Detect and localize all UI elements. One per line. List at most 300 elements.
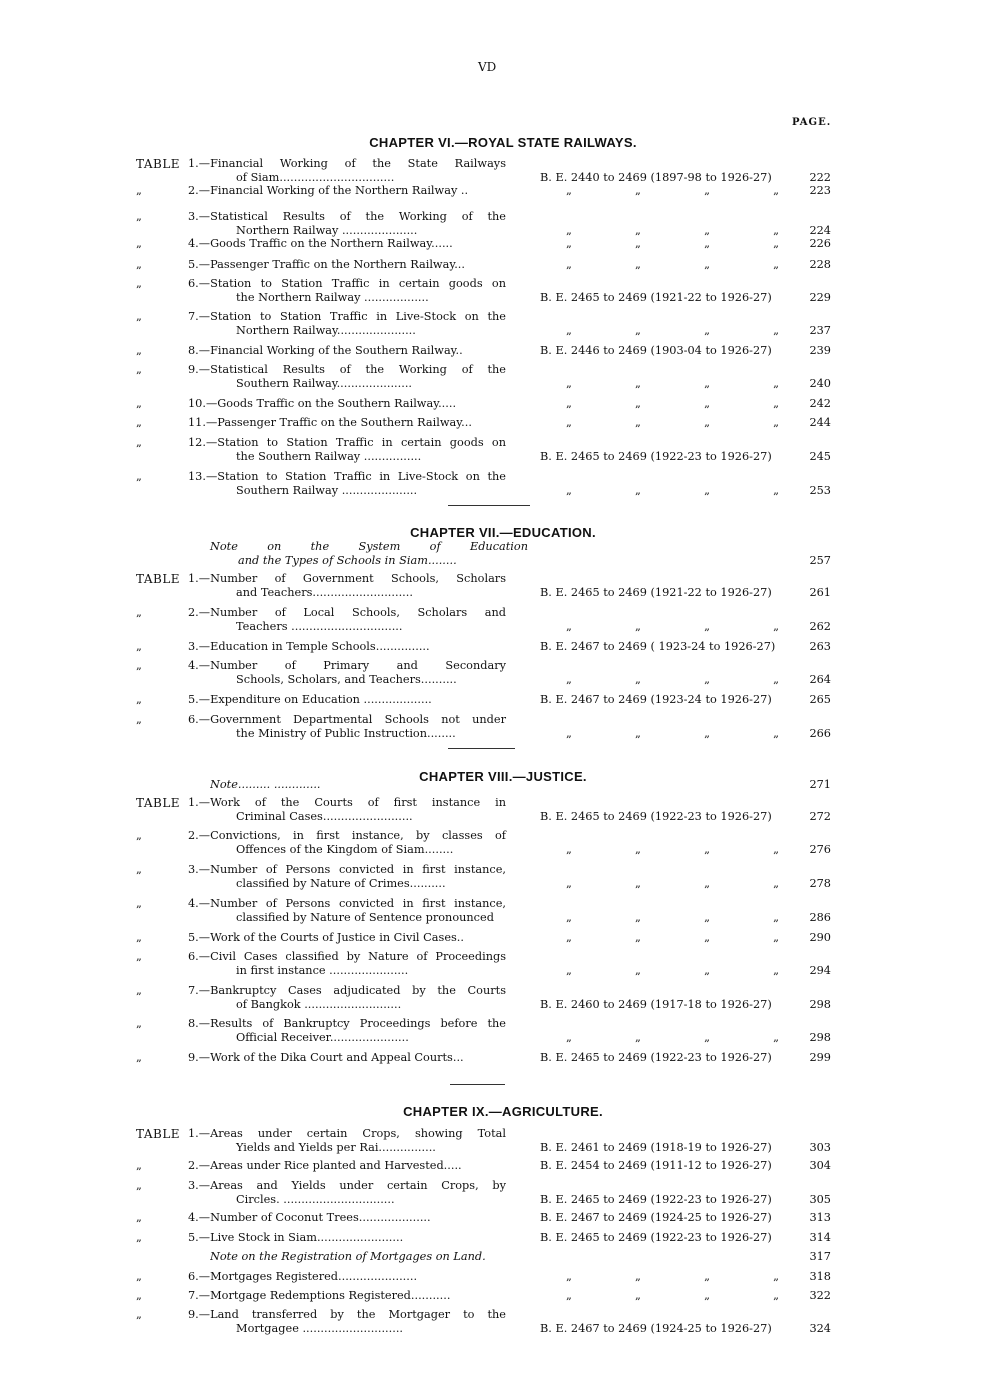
row-label: „	[136, 950, 142, 963]
note-title[interactable]	[210, 540, 528, 568]
title-line: 6.—Station to Station Traffic in certain goods on	[188, 277, 506, 290]
ditto-mark: „	[635, 620, 641, 633]
page-number-ref[interactable]: 222	[809, 171, 831, 184]
table-title[interactable]	[188, 1270, 506, 1284]
ditto-mark: „	[566, 673, 572, 686]
table-title[interactable]	[188, 796, 506, 824]
table-title[interactable]	[188, 436, 506, 464]
ditto-mark: „	[704, 184, 710, 197]
page-number-ref[interactable]: 317	[809, 1250, 831, 1263]
note-title[interactable]	[210, 1250, 528, 1264]
ditto-mark: „	[566, 484, 572, 497]
page-number-ref[interactable]: 305	[809, 1193, 831, 1206]
ditto-mark: „	[704, 843, 710, 856]
row-label: „	[136, 1211, 142, 1224]
row-label: „	[136, 897, 142, 910]
chapter-title: CHAPTER VI.—ROYAL STATE RAILWAYS.	[369, 135, 637, 150]
title-line: Southern Railway .....................	[236, 484, 418, 497]
table-title[interactable]	[188, 363, 506, 391]
table-title[interactable]	[188, 344, 506, 358]
year-range: B. E. 2465 to 2469 (1922-23 to 1926-27)	[540, 1193, 772, 1206]
year-range: B. E. 2446 to 2469 (1903-04 to 1926-27)	[540, 344, 772, 357]
ditto-mark: „	[704, 258, 710, 271]
section-divider	[448, 748, 515, 749]
table-title[interactable]	[188, 1289, 506, 1303]
table-title[interactable]	[188, 606, 506, 634]
ditto-mark: „	[704, 397, 710, 410]
ditto-mark: „	[704, 877, 710, 890]
ditto-mark: „	[635, 237, 641, 250]
page-number-ref[interactable]: 294	[809, 964, 831, 977]
table-title[interactable]	[188, 1179, 506, 1207]
page-number-ref[interactable]: 298	[809, 1031, 831, 1044]
table-title[interactable]	[188, 640, 506, 654]
ditto-mark: „	[773, 224, 779, 237]
ditto-mark: „	[566, 237, 572, 250]
ditto-mark: „	[635, 727, 641, 740]
ditto-mark: „	[704, 1270, 710, 1283]
ditto-mark: „	[566, 397, 572, 410]
row-label: „	[136, 863, 142, 876]
chapter-title: CHAPTER VII.—EDUCATION.	[410, 525, 596, 540]
year-range: B. E. 2465 to 2469 (1922-23 to 1926-27)	[540, 810, 772, 823]
table-title[interactable]	[188, 258, 506, 272]
title-line: of Bangkok ...........................	[236, 998, 402, 1011]
table-title[interactable]	[188, 931, 506, 945]
ditto-mark: „	[566, 877, 572, 890]
ditto-mark: „	[704, 964, 710, 977]
table-title[interactable]	[188, 1211, 506, 1225]
ditto-mark: „	[773, 877, 779, 890]
table-title[interactable]	[188, 572, 506, 600]
table-title[interactable]	[188, 863, 506, 891]
title-line: the Southern Railway ................	[236, 450, 422, 463]
page-number-ref[interactable]: 290	[809, 931, 831, 944]
ditto-mark: „	[773, 673, 779, 686]
page-number-ref[interactable]: 263	[809, 640, 831, 653]
year-range: B. E. 2467 to 2469 (1923-24 to 1926-27)	[540, 693, 772, 706]
row-label: „	[136, 1051, 142, 1064]
title-line: classified by Nature of Crimes..........	[236, 877, 446, 890]
row-label: „	[136, 277, 142, 290]
ditto-mark: „	[635, 224, 641, 237]
ditto-mark: „	[773, 377, 779, 390]
title-line: Southern Railway.....................	[236, 377, 413, 390]
year-range: B. E. 2465 to 2469 (1921-22 to 1926-27)	[540, 586, 772, 599]
table-title[interactable]	[188, 397, 506, 411]
row-label: „	[136, 184, 142, 197]
ditto-marks	[540, 964, 785, 978]
ditto-marks	[540, 377, 785, 391]
table-title[interactable]	[188, 950, 506, 978]
row-label: „	[136, 210, 142, 223]
row-label: „	[136, 1017, 142, 1030]
ditto-mark: „	[773, 727, 779, 740]
title-line: Northern Railway......................	[236, 324, 416, 337]
chapter-title: CHAPTER VIII.—JUSTICE.	[419, 769, 587, 784]
year-range: B. E. 2460 to 2469 (1917-18 to 1926-27)	[540, 998, 772, 1011]
ditto-marks	[540, 324, 785, 338]
ditto-marks	[540, 877, 785, 891]
title-line: of Siam................................	[236, 171, 395, 184]
ditto-mark: „	[635, 1270, 641, 1283]
title-line: 7.—Mortgage Redemptions Registered...........	[188, 1289, 451, 1302]
ditto-mark: „	[773, 911, 779, 924]
ditto-mark: „	[566, 224, 572, 237]
ditto-mark: „	[566, 184, 572, 197]
ditto-mark: „	[635, 877, 641, 890]
ditto-mark: „	[635, 911, 641, 924]
page-number-ref[interactable]: 239	[809, 344, 831, 357]
page-number-ref[interactable]: 324	[809, 1322, 831, 1335]
ditto-marks	[540, 911, 785, 925]
ditto-mark: „	[773, 184, 779, 197]
page-number: VD	[478, 60, 497, 74]
page-number-ref[interactable]: 257	[809, 554, 831, 567]
page-number-ref[interactable]: 228	[809, 258, 831, 271]
title-line: Note......... .............	[210, 778, 321, 791]
title-line: Teachers ...............................	[236, 620, 403, 633]
table-title[interactable]	[188, 210, 506, 238]
ditto-mark: „	[566, 416, 572, 429]
ditto-marks	[540, 931, 785, 945]
row-label: „	[136, 470, 142, 483]
table-title[interactable]	[188, 1231, 506, 1245]
title-line: 2.—Convictions, in first instance, by classes of	[188, 829, 506, 842]
ditto-mark: „	[773, 416, 779, 429]
ditto-mark: „	[773, 237, 779, 250]
page-number-ref[interactable]: 226	[809, 237, 831, 250]
title-line: 5.—Expenditure on Education ...................	[188, 693, 432, 706]
ditto-mark: „	[773, 1270, 779, 1283]
title-line: 7.—Bankruptcy Cases adjudicated by the Courts	[188, 984, 506, 997]
ditto-mark: „	[773, 964, 779, 977]
title-line: Northern Railway .....................	[236, 224, 418, 237]
ditto-mark: „	[566, 1289, 572, 1302]
table-title[interactable]	[188, 897, 506, 925]
ditto-marks	[540, 620, 785, 634]
chapter-title: CHAPTER IX.—AGRICULTURE.	[403, 1104, 603, 1119]
page-number-ref[interactable]: 299	[809, 1051, 831, 1064]
ditto-mark: „	[635, 184, 641, 197]
title-line: 2.—Number of Local Schools, Scholars and	[188, 606, 506, 619]
row-label: „	[136, 363, 142, 376]
row-label: „	[136, 606, 142, 619]
ditto-marks	[540, 484, 785, 498]
title-line: 3.—Statistical Results of the Working of the	[188, 210, 506, 223]
ditto-mark: „	[773, 1289, 779, 1302]
page-number-ref[interactable]: 272	[809, 810, 831, 823]
ditto-mark: „	[704, 237, 710, 250]
title-line: 1.—Number of Government Schools, Scholars	[188, 572, 506, 585]
title-line: Note on the Registration of Mortgages on Land.	[210, 1250, 486, 1263]
table-title[interactable]	[188, 184, 506, 198]
title-line: 2.—Areas under Rice planted and Harvested.....	[188, 1159, 462, 1172]
title-line: 9.—Land transferred by the Mortgager to the	[188, 1308, 506, 1321]
title-line: 4.—Number of Primary and Secondary	[188, 659, 506, 672]
row-label: „	[136, 344, 142, 357]
ditto-mark: „	[566, 377, 572, 390]
table-title[interactable]	[188, 713, 506, 741]
ditto-marks	[540, 397, 785, 411]
ditto-mark: „	[773, 843, 779, 856]
ditto-mark: „	[704, 484, 710, 497]
title-line: 4.—Number of Persons convicted in first instance,	[188, 897, 506, 910]
ditto-mark: „	[566, 1270, 572, 1283]
page-number-ref[interactable]: 271	[809, 778, 831, 791]
title-line: the Ministry of Public Instruction........	[236, 727, 456, 740]
year-range: B. E. 2454 to 2469 (1911-12 to 1926-27)	[540, 1159, 772, 1172]
title-line: 5.—Work of the Courts of Justice in Civil Cases..	[188, 931, 464, 944]
title-line: Circles. ...............................	[236, 1193, 395, 1206]
ditto-mark: „	[773, 258, 779, 271]
title-line: Offences of the Kingdom of Siam........	[236, 843, 454, 856]
table-title[interactable]	[188, 277, 506, 305]
ditto-mark: „	[566, 324, 572, 337]
page-number-ref[interactable]: 276	[809, 843, 831, 856]
ditto-mark: „	[773, 397, 779, 410]
title-line: 6.—Mortgages Registered......................	[188, 1270, 418, 1283]
ditto-mark: „	[704, 1031, 710, 1044]
page-number-ref[interactable]: 245	[809, 450, 831, 463]
table-title[interactable]	[188, 829, 506, 857]
row-label: „	[136, 984, 142, 997]
year-range: B. E. 2465 to 2469 (1922-23 to 1926-27)	[540, 1051, 772, 1064]
table-title[interactable]	[188, 1159, 506, 1173]
page-column-header: PAGE.	[792, 117, 832, 128]
ditto-mark: „	[773, 484, 779, 497]
ditto-mark: „	[635, 1289, 641, 1302]
ditto-mark: „	[704, 931, 710, 944]
title-line: 11.—Passenger Traffic on the Southern Railway...	[188, 416, 472, 429]
table-title[interactable]	[188, 693, 506, 707]
page-number-ref[interactable]: 318	[809, 1270, 831, 1283]
page-number-ref[interactable]: 298	[809, 998, 831, 1011]
page-number-ref[interactable]: 261	[809, 586, 831, 599]
title-line: 6.—Government Departmental Schools not under	[188, 713, 506, 726]
title-line: 10.—Goods Traffic on the Southern Railway.....	[188, 397, 457, 410]
page-number-ref[interactable]: 303	[809, 1141, 831, 1154]
page-number-ref[interactable]: 266	[809, 727, 831, 740]
ditto-mark: „	[704, 911, 710, 924]
ditto-mark: „	[635, 377, 641, 390]
ditto-mark: „	[635, 931, 641, 944]
ditto-mark: „	[566, 620, 572, 633]
row-label: TABLE	[136, 796, 181, 810]
ditto-marks	[540, 237, 785, 251]
year-range: B. E. 2467 to 2469 ( 1923-24 to 1926-27)	[540, 640, 776, 653]
page-number-ref[interactable]: 262	[809, 620, 831, 633]
title-line: Mortgagee ............................	[236, 1322, 404, 1335]
ditto-mark: „	[704, 620, 710, 633]
table-title[interactable]	[188, 310, 506, 338]
table-title[interactable]	[188, 1127, 506, 1155]
ditto-mark: „	[566, 1031, 572, 1044]
title-line: Schools, Scholars, and Teachers..........	[236, 673, 457, 686]
title-line: 4.—Goods Traffic on the Northern Railway......	[188, 237, 453, 250]
title-line: 1.—Financial Working of the State Railways	[188, 157, 506, 170]
page-number-ref[interactable]: 242	[809, 397, 831, 410]
ditto-mark: „	[566, 843, 572, 856]
title-line: 8.—Financial Working of the Southern Railway..	[188, 344, 463, 357]
year-range: B. E. 2461 to 2469 (1918-19 to 1926-27)	[540, 1141, 772, 1154]
page-number-ref[interactable]: 286	[809, 911, 831, 924]
ditto-mark: „	[566, 911, 572, 924]
title-line: Note on the System of Education	[210, 540, 528, 553]
title-line: classified by Nature of Sentence pronounced	[236, 911, 494, 924]
section-divider	[450, 1084, 505, 1085]
row-label: TABLE	[136, 1127, 181, 1141]
page-number-ref[interactable]: 223	[809, 184, 831, 197]
title-line: Yields and Yields per Rai................	[236, 1141, 436, 1154]
title-line: 3.—Number of Persons convicted in first instance,	[188, 863, 506, 876]
table-title[interactable]	[188, 659, 506, 687]
title-line: 2.—Financial Working of the Northern Railway ..	[188, 184, 469, 197]
table-title[interactable]	[188, 1051, 506, 1065]
page-number-ref[interactable]: 304	[809, 1159, 831, 1172]
title-line: the Northern Railway ..................	[236, 291, 429, 304]
ditto-mark: „	[566, 964, 572, 977]
title-line: 9.—Work of the Dika Court and Appeal Courts...	[188, 1051, 464, 1064]
title-line: 8.—Results of Bankruptcy Proceedings before the	[188, 1017, 506, 1030]
title-line: 1.—Work of the Courts of first instance in	[188, 796, 506, 809]
row-label: „	[136, 1159, 142, 1172]
ditto-mark: „	[704, 416, 710, 429]
row-label: „	[136, 310, 142, 323]
row-label: „	[136, 416, 142, 429]
note-title[interactable]	[210, 778, 528, 792]
title-line: and the Types of Schools in Siam........	[238, 554, 457, 567]
title-line: 3.—Areas and Yields under certain Crops, by	[188, 1179, 506, 1192]
ditto-mark: „	[635, 258, 641, 271]
row-label: „	[136, 1179, 142, 1192]
title-line: 4.—Number of Coconut Trees....................	[188, 1211, 431, 1224]
ditto-mark: „	[635, 397, 641, 410]
ditto-mark: „	[773, 620, 779, 633]
ditto-mark: „	[773, 1031, 779, 1044]
row-label: TABLE	[136, 572, 181, 586]
year-range: B. E. 2465 to 2469 (1922-23 to 1926-27)	[540, 1231, 772, 1244]
title-line: Criminal Cases.........................	[236, 810, 413, 823]
title-line: in first instance ......................	[236, 964, 409, 977]
title-line: 7.—Station to Station Traffic in Live-Stock on the	[188, 310, 506, 323]
page-number-ref[interactable]: 244	[809, 416, 831, 429]
page-number-ref[interactable]: 314	[809, 1231, 831, 1244]
ditto-mark: „	[635, 324, 641, 337]
ditto-mark: „	[704, 1289, 710, 1302]
ditto-marks	[540, 416, 785, 430]
row-label: „	[136, 1270, 142, 1283]
table-title[interactable]	[188, 1308, 506, 1336]
row-label: „	[136, 713, 142, 726]
title-line: 12.—Station to Station Traffic in certain goods on	[188, 436, 506, 449]
ditto-mark: „	[635, 964, 641, 977]
ditto-mark: „	[635, 673, 641, 686]
table-title[interactable]	[188, 470, 506, 498]
ditto-marks	[540, 843, 785, 857]
row-label: „	[136, 397, 142, 410]
ditto-mark: „	[566, 258, 572, 271]
ditto-mark: „	[635, 1031, 641, 1044]
ditto-marks	[540, 1289, 785, 1303]
ditto-mark: „	[773, 931, 779, 944]
page-number-ref[interactable]: 322	[809, 1289, 831, 1302]
ditto-marks	[540, 1270, 785, 1284]
ditto-mark: „	[566, 931, 572, 944]
ditto-mark: „	[635, 416, 641, 429]
page-number-ref[interactable]: 265	[809, 693, 831, 706]
row-label: „	[136, 640, 142, 653]
table-title[interactable]	[188, 416, 506, 430]
ditto-mark: „	[635, 843, 641, 856]
title-line: 5.—Live Stock in Siam........................	[188, 1231, 404, 1244]
row-label: „	[136, 829, 142, 842]
row-label: „	[136, 659, 142, 672]
title-line: 1.—Areas under certain Crops, showing Total	[188, 1127, 506, 1140]
title-line: 9.—Statistical Results of the Working of the	[188, 363, 506, 376]
year-range: B. E. 2467 to 2469 (1924-25 to 1926-27)	[540, 1211, 772, 1224]
year-range: B. E. 2465 to 2469 (1922-23 to 1926-27)	[540, 450, 772, 463]
table-title[interactable]	[188, 984, 506, 1012]
ditto-marks	[540, 258, 785, 272]
table-title[interactable]	[188, 237, 506, 251]
row-label: „	[136, 1289, 142, 1302]
title-line: 13.—Station to Station Traffic in Live-Stock on the	[188, 470, 506, 483]
row-label: „	[136, 258, 142, 271]
ditto-mark: „	[704, 224, 710, 237]
ditto-mark: „	[704, 324, 710, 337]
page-number-ref[interactable]: 278	[809, 877, 831, 890]
ditto-mark: „	[704, 673, 710, 686]
title-line: and Teachers............................	[236, 586, 413, 599]
row-label: „	[136, 1231, 142, 1244]
section-divider	[448, 505, 530, 506]
ditto-marks	[540, 224, 785, 238]
title-line: 6.—Civil Cases classified by Nature of Proceedings	[188, 950, 506, 963]
ditto-mark: „	[635, 484, 641, 497]
title-line: 5.—Passenger Traffic on the Northern Railway...	[188, 258, 465, 271]
year-range: B. E. 2465 to 2469 (1921-22 to 1926-27)	[540, 291, 772, 304]
page-number-ref[interactable]: 313	[809, 1211, 831, 1224]
ditto-mark: „	[773, 324, 779, 337]
row-label: „	[136, 436, 142, 449]
ditto-mark: „	[704, 377, 710, 390]
row-label: TABLE	[136, 157, 181, 171]
table-title[interactable]	[188, 157, 506, 185]
ditto-marks	[540, 184, 785, 198]
page-number-ref[interactable]: 253	[809, 484, 831, 497]
ditto-mark: „	[704, 727, 710, 740]
row-label: „	[136, 237, 142, 250]
row-label: „	[136, 693, 142, 706]
ditto-marks	[540, 673, 785, 687]
table-title[interactable]	[188, 1017, 506, 1045]
ditto-mark: „	[566, 727, 572, 740]
page-number-ref[interactable]: 229	[809, 291, 831, 304]
page-number-ref[interactable]: 240	[809, 377, 831, 390]
ditto-marks	[540, 1031, 785, 1045]
ditto-marks	[540, 727, 785, 741]
title-line: Official Receiver......................	[236, 1031, 409, 1044]
page-number-ref[interactable]: 264	[809, 673, 831, 686]
row-label: „	[136, 931, 142, 944]
row-label: „	[136, 1308, 142, 1321]
year-range: B. E. 2467 to 2469 (1924-25 to 1926-27)	[540, 1322, 772, 1335]
title-line: 3.—Education in Temple Schools...............	[188, 640, 430, 653]
page-number-ref[interactable]: 224	[809, 224, 831, 237]
page-number-ref[interactable]: 237	[809, 324, 831, 337]
year-range: B. E. 2440 to 2469 (1897-98 to 1926-27)	[540, 171, 772, 184]
